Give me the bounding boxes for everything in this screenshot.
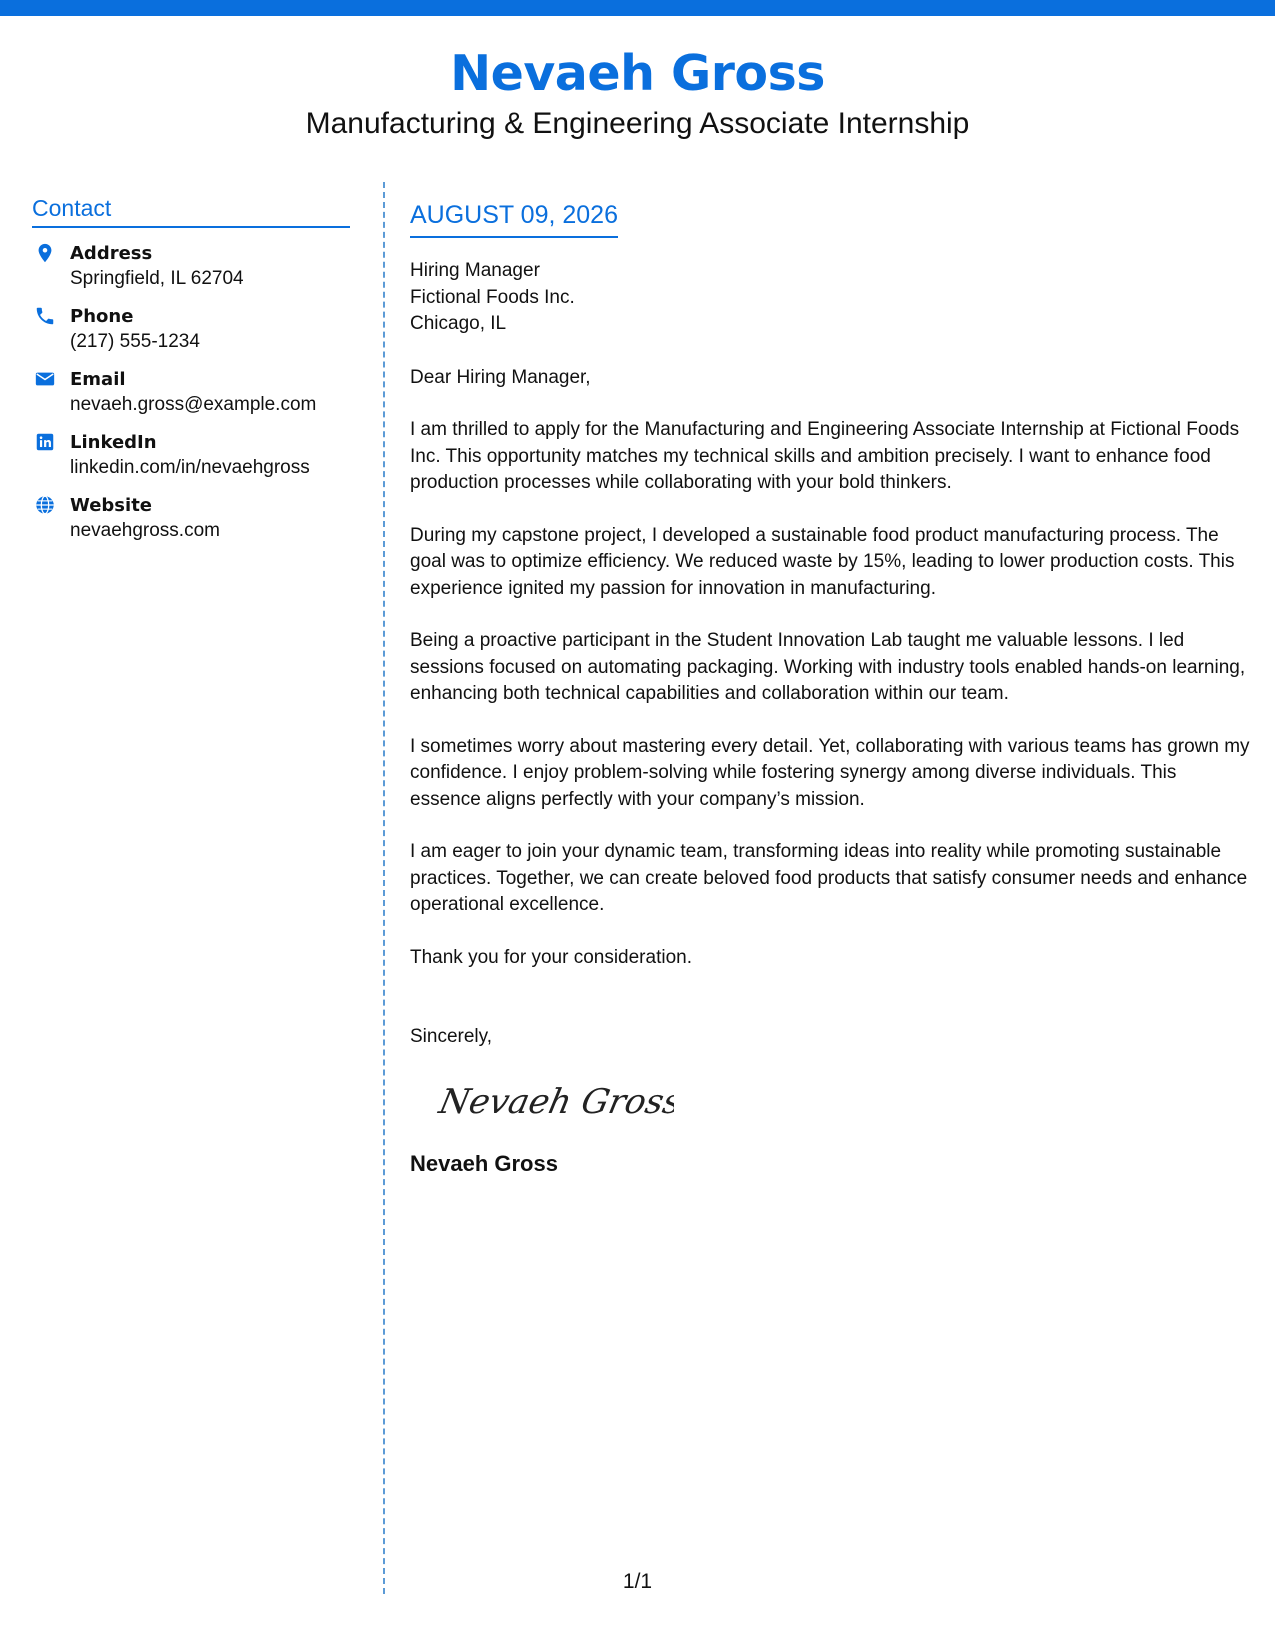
signer-name: Nevaeh Gross bbox=[410, 1150, 558, 1176]
contact-label: Email bbox=[70, 369, 126, 390]
thank-you-line: Thank you for your consideration. bbox=[410, 946, 692, 968]
contact-value: (217) 555-1234 bbox=[70, 331, 200, 352]
contact-item-email bbox=[32, 367, 352, 417]
body-paragraph: I am thrilled to apply for the Manufacturing and Engineering Associate Internship at Fictional Foods Inc. This opportunity matches my technical skills and ambition precisely. I want to enhance food production processes while collaborating with your bold thinkers. bbox=[410, 419, 1240, 493]
position-title: Manufacturing & Engineering Associate Internship bbox=[305, 107, 970, 140]
contact-sidebar bbox=[32, 195, 352, 543]
letter-date: AUGUST 09, 2026 bbox=[410, 200, 618, 238]
contact-value: nevaehgross.com bbox=[70, 520, 220, 541]
salutation: Dear Hiring Manager, bbox=[410, 366, 591, 388]
signature-text: Nevaeh Gross bbox=[435, 1081, 674, 1122]
map-pin-icon bbox=[34, 242, 56, 264]
letter-body bbox=[410, 200, 1250, 1178]
closing: Sincerely, bbox=[410, 1026, 493, 1047]
envelope-icon bbox=[34, 368, 56, 390]
contact-label: Phone bbox=[70, 306, 134, 327]
contact-item-phone bbox=[32, 304, 352, 354]
recipient-line: Hiring Manager bbox=[410, 260, 540, 281]
contact-value: nevaeh.gross@example.com bbox=[70, 394, 317, 415]
contact-value: Springfield, IL 62704 bbox=[70, 268, 244, 289]
contact-label: Website bbox=[70, 495, 153, 516]
contact-label: Address bbox=[70, 243, 153, 264]
recipient-line: Fictional Foods Inc. bbox=[410, 286, 575, 308]
contact-value: linkedin.com/in/nevaehgross bbox=[70, 457, 310, 478]
globe-icon bbox=[34, 494, 56, 516]
contact-item-website bbox=[32, 493, 352, 543]
body-paragraph: During my capstone project, I developed a sustainable food product manufacturing process. The goal was to optimize efficiency. We reduced waste by 15%, leading to lower production costs. This experience ignited my passion for innovation in manufacturing. bbox=[410, 524, 1235, 599]
contact-heading: Contact bbox=[32, 195, 350, 228]
column-divider bbox=[383, 182, 385, 1594]
phone-icon bbox=[34, 305, 56, 327]
recipient-block bbox=[410, 258, 1250, 338]
handwritten-signature bbox=[434, 1073, 674, 1133]
body-paragraph: I am eager to join your dynamic team, transforming ideas into reality while promoting sustainable practices. Together, we can create beloved food products that satisfy consumer needs and enhance operational excellence. bbox=[410, 841, 1248, 915]
letter-header bbox=[0, 44, 1275, 142]
contact-item-address bbox=[32, 241, 352, 291]
contact-item-linkedin bbox=[32, 430, 352, 480]
top-accent-bar bbox=[0, 0, 1275, 16]
applicant-name: Nevaeh Gross bbox=[450, 45, 825, 102]
contact-label: LinkedIn bbox=[70, 432, 157, 453]
page-number: 1/1 bbox=[622, 1570, 653, 1593]
body-paragraph: I sometimes worry about mastering every detail. Yet, collaborating with various teams has grown my confidence. I enjoy problem-solving while fostering synergy among diverse individuals. This essence aligns perfectly with your company’s mission. bbox=[410, 735, 1250, 810]
linkedin-icon bbox=[34, 431, 56, 453]
body-paragraph: Being a proactive participant in the Student Innovation Lab taught me valuable lessons. I led sessions focused on automating packaging. Working with industry tools enabled hands-on learning, enhancing both technical capabilities and collaboration within our team. bbox=[410, 630, 1246, 704]
recipient-line: Chicago, IL bbox=[410, 313, 507, 334]
